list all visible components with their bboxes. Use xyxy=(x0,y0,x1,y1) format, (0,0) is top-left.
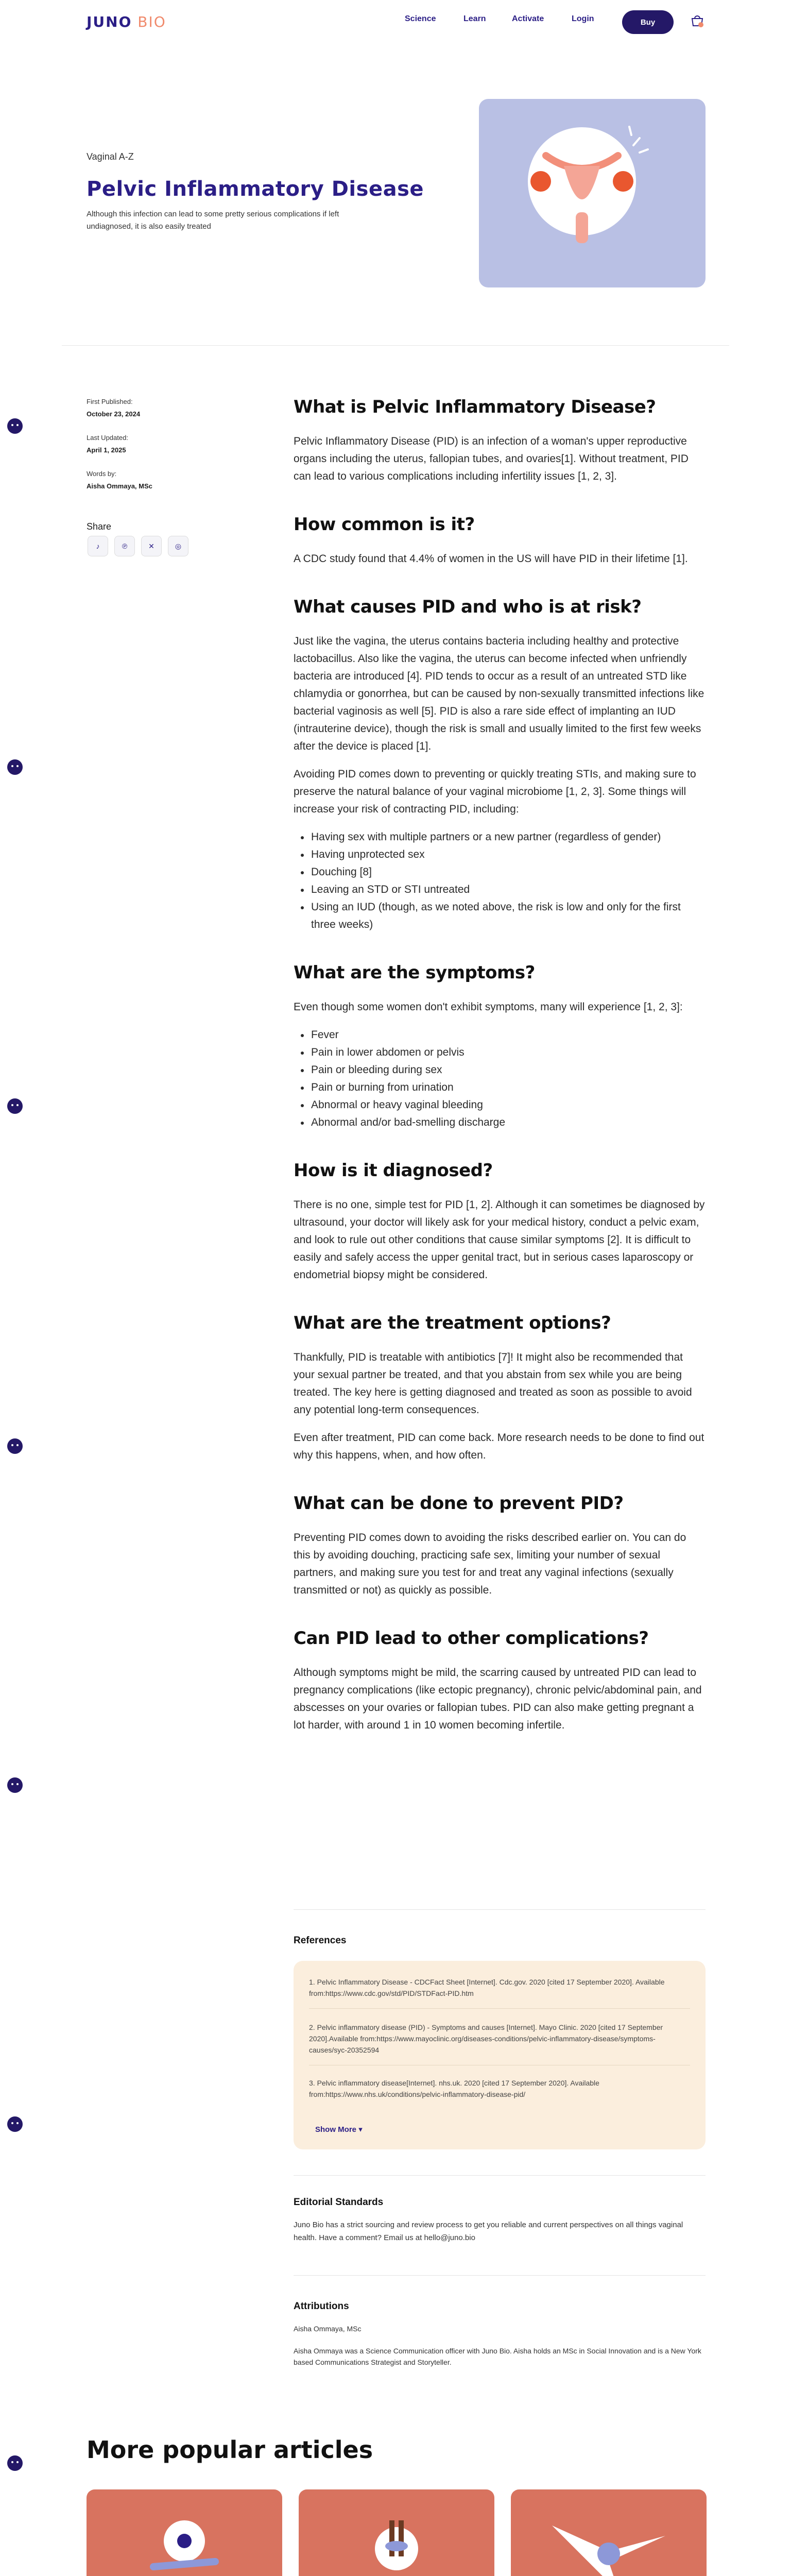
reference-item: 2. Pelvic inflammatory disease (PID) - Symptoms and causes [Internet]. Mayo Clinic. 2020 [cited 17 September 2020].Available from:https://www.mayoclinic.org/diseases-conditions/pelvic-inflammatory-disease/symptoms-causes/syc-20352594 xyxy=(309,2023,663,2054)
symptom-list xyxy=(294,1026,706,1131)
chat-bubble-icon[interactable] xyxy=(6,1776,24,1794)
divider xyxy=(294,2175,706,2176)
attribution-bio: Aisha Ommaya was a Science Communication officer with Juno Bio. Aisha holds an MSc in Social Innovation and is a New York based Communications Strategist and Storyteller. xyxy=(294,2347,701,2366)
article-card[interactable] xyxy=(299,2489,494,2576)
editorial-text: Juno Bio has a strict sourcing and review process to get you reliable and current perspectives on all things vaginal health. Have a comment? Email us at hello@juno.bio xyxy=(294,2221,683,2242)
paragraph: Even though some women don't exhibit symptoms, many will experience [1, 2, 3]: xyxy=(294,1001,683,1013)
paragraph: Although symptoms might be mild, the scarring caused by untreated PID can lead to pregnancy complications (like ectopic pregnancy), chronic pelvic/abdominal pain, and abscesses on your ovaries or fallopian tubes. PID can also make getting pregnant a lot harder, with around 1 in 10 women becoming infertile. xyxy=(294,1667,702,1731)
paragraph: Avoiding PID comes down to preventing or quickly treating STIs, and making sure to preserve the natural balance of your vaginal microbiome [1, 2, 3]. Some things will increase your risk of contracting PID, including: xyxy=(294,768,696,815)
hero-category: Vaginal A-Z xyxy=(87,151,134,162)
last-updated-label: Last Updated: xyxy=(87,434,128,442)
article-body xyxy=(294,397,706,1734)
paragraph: Preventing PID comes down to avoiding the risks described earlier on. You can do this by avoiding douching, practicing safe sex, limiting your number of sexual partners, and making sure you test for and treat any vaginal infections (sexually transmitted or not) as quickly as possible. xyxy=(294,1532,686,1596)
card-illustration xyxy=(299,2489,494,2576)
card-illustration xyxy=(511,2489,707,2576)
logo[interactable]: JUNO BIO xyxy=(87,13,166,30)
article-card[interactable] xyxy=(87,2489,282,2576)
references-box xyxy=(294,1961,706,2149)
section-heading: What is Pelvic Inflammatory Disease? xyxy=(294,397,656,417)
reference-item: 1. Pelvic Inflammatory Disease - CDCFact Sheet [Internet]. Cdc.gov. 2020 [cited 17 September 2020]. Available from:https://www.cdc.gov/std/PID/STDFact-PID.htm xyxy=(309,1978,665,1997)
article-card[interactable] xyxy=(511,2489,707,2576)
list-item: Having unprotected sex xyxy=(294,846,706,863)
section-heading: What are the treatment options? xyxy=(294,1313,611,1333)
hero-subtitle: Although this infection can lead to some pretty serious complications if left undiagnosed, it is also easily treated xyxy=(87,210,339,231)
nav-activate[interactable]: Activate xyxy=(512,14,544,23)
list-item: Leaving an STD or STI untreated xyxy=(294,881,706,899)
section-heading: How is it diagnosed? xyxy=(294,1160,493,1181)
chat-bubble-icon[interactable] xyxy=(6,1437,24,1455)
list-item: Using an IUD (though, as we noted above, the risk is low and only for the first three weeks) xyxy=(294,899,706,934)
last-updated-value: April 1, 2025 xyxy=(87,446,126,454)
nav-science[interactable]: Science xyxy=(405,14,436,23)
tiktok-icon[interactable]: ♪ xyxy=(88,536,108,556)
pinterest-icon[interactable]: ℗ xyxy=(114,536,135,556)
chat-bubble-icon[interactable] xyxy=(6,1097,24,1115)
hero-illustration xyxy=(479,99,706,287)
page-title: Pelvic Inflammatory Disease xyxy=(87,177,424,201)
author-label: Words by: xyxy=(87,470,117,478)
section-heading: How common is it? xyxy=(294,514,475,535)
list-item: Douching [8] xyxy=(294,863,706,881)
chat-bubble-icon[interactable] xyxy=(6,2115,24,2133)
site-header xyxy=(0,0,791,43)
editorial-title: Editorial Standards xyxy=(294,2197,384,2208)
first-published-label: First Published: xyxy=(87,398,133,405)
paragraph: Pelvic Inflammatory Disease (PID) is an infection of a woman's upper reproductive organs including the uterus, fallopian tubes, and ovaries[1]. Without treatment, PID can lead to various complications including infertility issues [1, 2, 3]. xyxy=(294,435,689,482)
first-published-value: October 23, 2024 xyxy=(87,410,141,418)
x-icon[interactable]: ✕ xyxy=(141,536,162,556)
author-name: Aisha Ommaya, MSc xyxy=(87,482,152,490)
section-heading: Can PID lead to other complications? xyxy=(294,1628,649,1649)
paragraph: Just like the vagina, the uterus contains bacteria including healthy and protective lactobacillus. Also like the vagina, the uterus can become infected when unfriendly bacteria are introduced [4]. PID tends to occur as a result of an untreated STD like chlamydia or gonorrhea, but can be caused by non-sexually transmitted infections like bacterial vaginosis as well [5]. PID is also a rare side effect of implanting an IUD (intrauterine device), though the risk is small and usually limited to the first few weeks after the device is placed [1]. xyxy=(294,635,704,752)
list-item: Pain or burning from urination xyxy=(294,1079,706,1096)
section-heading: What are the symptoms? xyxy=(294,962,535,983)
list-item: Having sex with multiple partners or a new partner (regardless of gender) xyxy=(294,828,706,846)
share-label: Share xyxy=(87,521,112,532)
paragraph: Thankfully, PID is treatable with antibiotics [7]! It might also be recommended that your sexual partner be treated, and that you abstain from sex while you are being treated. The key here is getting diagnosed and treated as soon as possible to avoid any potential long-term consequences. xyxy=(294,1351,692,1416)
list-item: Abnormal and/or bad-smelling discharge xyxy=(294,1114,706,1131)
list-item: Fever xyxy=(294,1026,706,1044)
instagram-icon[interactable]: ◎ xyxy=(168,536,188,556)
nav-login[interactable]: Login xyxy=(572,14,594,23)
paragraph: Even after treatment, PID can come back. More research needs to be done to find out why this happens, when, and how often. xyxy=(294,1432,704,1461)
paragraph: A CDC study found that 4.4% of women in the US will have PID in their lifetime [1]. xyxy=(294,553,688,565)
hero-divider xyxy=(62,345,729,346)
buy-button[interactable]: Buy xyxy=(622,10,674,34)
cart-icon[interactable] xyxy=(690,14,704,29)
reference-item: 3. Pelvic inflammatory disease[Internet]. nhs.uk. 2020 [cited 17 September 2020]. Available from:https://www.nhs.uk/conditions/pelvic-inflammatory-disease-pid/ xyxy=(309,2079,599,2098)
list-item: Pain or bleeding during sex xyxy=(294,1061,706,1079)
more-articles-title: More popular articles xyxy=(87,2436,373,2464)
attribution-name: Aisha Ommaya, MSc xyxy=(294,2325,362,2333)
card-illustration xyxy=(87,2489,282,2576)
chevron-down-icon: ▾ xyxy=(358,2125,363,2134)
attributions-title: Attributions xyxy=(294,2301,349,2312)
divider xyxy=(309,2008,690,2009)
risk-list xyxy=(294,828,706,934)
divider xyxy=(294,2275,706,2276)
chat-bubble-icon[interactable] xyxy=(6,758,24,776)
section-heading: What can be done to prevent PID? xyxy=(294,1493,624,1514)
chat-bubble-icon[interactable] xyxy=(6,417,24,435)
list-item: Pain in lower abdomen or pelvis xyxy=(294,1044,706,1061)
divider xyxy=(294,1909,706,1910)
section-heading: What causes PID and who is at risk? xyxy=(294,597,642,617)
show-more-button[interactable]: Show More ▾ xyxy=(315,2125,363,2134)
references-title: References xyxy=(294,1935,347,1946)
list-item: Abnormal or heavy vaginal bleeding xyxy=(294,1096,706,1114)
nav-learn[interactable]: Learn xyxy=(463,14,486,23)
chat-bubble-icon[interactable] xyxy=(6,2454,24,2472)
paragraph: There is no one, simple test for PID [1, 2]. Although it can sometimes be diagnosed by ultrasound, your doctor will likely ask for your medical history, conduct a pelvic exam, and look to rule out other conditions that cause similar symptoms [2]. It is difficult to easily and safely access the upper genital tract, but in serious cases laparoscopy or endometrial biopsy might be considered. xyxy=(294,1199,705,1281)
